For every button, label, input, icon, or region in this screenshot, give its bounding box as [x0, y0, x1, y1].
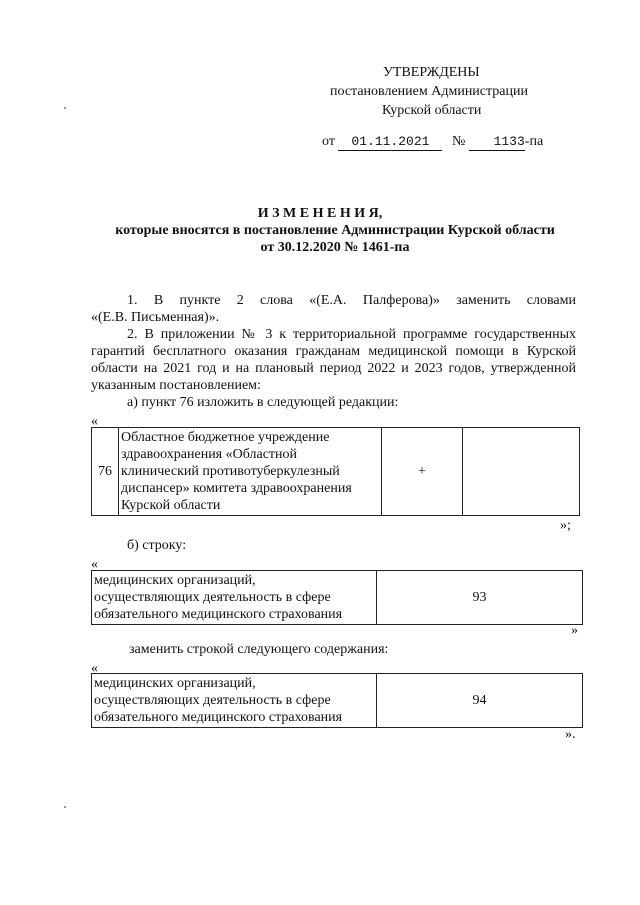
org-line: здравоохранения «Областной: [121, 447, 298, 462]
org-line: Областное бюджетное учреждение: [121, 430, 330, 445]
scan-speck: [64, 107, 66, 109]
number-label: №: [451, 134, 466, 149]
table2-close: »: [571, 623, 578, 638]
row-line: осуществляющих деятельность в сфере: [94, 590, 331, 605]
empty-cell: [463, 428, 580, 516]
from-label: от: [322, 134, 335, 149]
replace-text: заменить строкой следующего содержания:: [129, 642, 389, 657]
org-line: клинический противотуберкулезный: [121, 464, 340, 479]
row-line: осуществляющих деятельность в сфере: [94, 693, 331, 708]
old-value: 93: [472, 590, 487, 605]
item-b: б) строку:: [127, 538, 187, 553]
approval-title: УТВЕРЖДЕНЫ: [383, 65, 480, 80]
heading-line3: от 30.12.2020 № 1461-па: [260, 240, 410, 255]
plus-mark: +: [418, 464, 426, 479]
table3-open-quote: «: [91, 661, 98, 676]
p1-line2: «(Е.В. Письменная)».: [91, 310, 220, 325]
p2-line4: указанным постановлением:: [91, 378, 261, 393]
table-point-76: [91, 427, 580, 516]
row-number: 76: [98, 464, 112, 479]
table3-close: ».: [565, 727, 576, 742]
table1-close: »;: [560, 518, 571, 533]
new-text-cell: [92, 674, 377, 728]
approval-number: 1133: [469, 133, 525, 151]
number-suffix: -па: [524, 134, 544, 149]
p2-line3: области на 2021 год и на плановый период 2022 и 2023 годов, утвержденной: [91, 361, 576, 376]
table2-open-quote: «: [91, 557, 98, 572]
row-line: медицинских организаций,: [94, 676, 256, 691]
scan-speck: [64, 806, 66, 808]
mark-cell: [382, 428, 463, 516]
new-value-cell: [377, 674, 583, 728]
old-value-cell: [377, 571, 583, 625]
org-line: Курской области: [121, 498, 221, 513]
row-line: обязательного медицинского страхования: [94, 710, 343, 725]
row-line: медицинских организаций,: [94, 573, 256, 588]
org-line: диспансер» комитета здравоохранения: [121, 481, 352, 496]
p2-line1: 2. В приложении № 3 к территориальной программе государственных: [127, 327, 576, 342]
row-number-cell: [92, 428, 119, 516]
new-value: 94: [472, 693, 487, 708]
approval-line1: постановлением Администрации: [330, 84, 528, 99]
table-row-old: [91, 570, 583, 625]
table1-open-quote: «: [91, 414, 98, 429]
table-row-new: [91, 673, 583, 728]
heading-line2: которые вносятся в постановление Администрации Курской области: [115, 223, 555, 238]
heading-title: И З М Е Н Е Н И Я,: [257, 206, 383, 221]
approval-date-line: [322, 133, 543, 151]
item-a: а) пункт 76 изложить в следующей редакции:: [127, 395, 399, 410]
row-line: обязательного медицинского страхования: [94, 607, 343, 622]
old-text-cell: [92, 571, 377, 625]
approval-date: 01.11.2021: [338, 133, 442, 151]
p1-line1: 1. В пункте 2 слова «(Е.А. Палферова)» заменить словами: [127, 293, 576, 308]
org-name-cell: [119, 428, 382, 516]
approval-line2: Курской области: [382, 103, 482, 118]
p2-line2: гарантий бесплатного оказания гражданам медицинской помощи в Курской: [91, 344, 576, 359]
